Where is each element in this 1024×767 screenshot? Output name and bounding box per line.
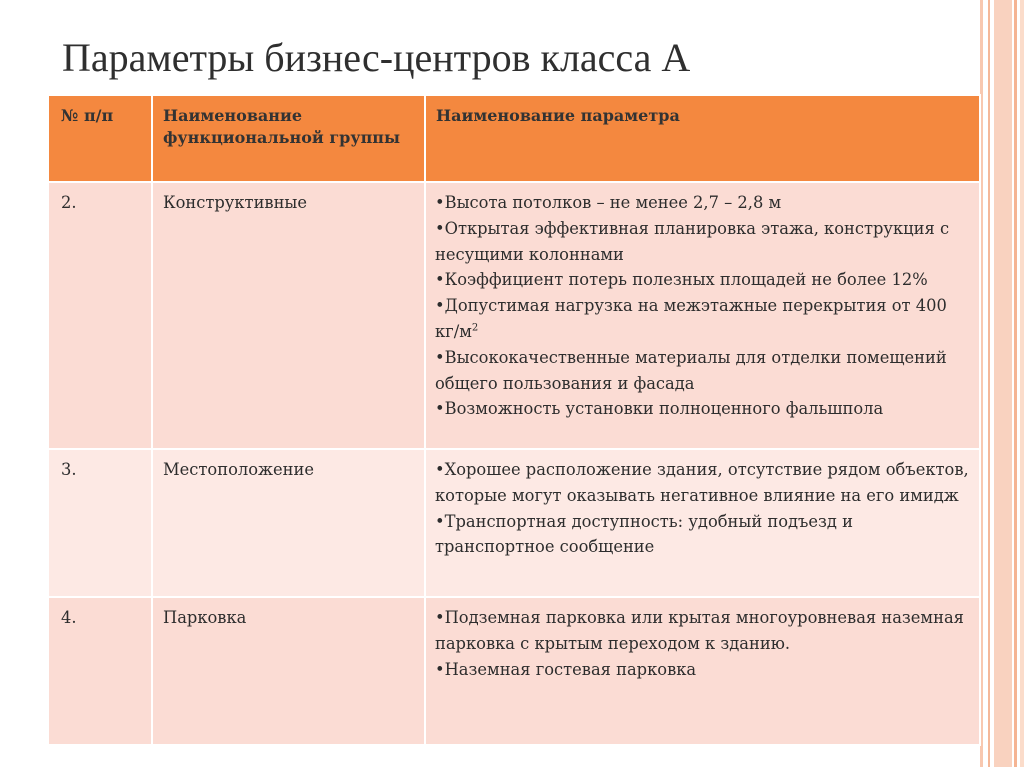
parameter-item: •Высота потолков – не менее 2,7 – 2,8 м	[435, 193, 782, 212]
parameter-item: •Подземная парковка или крытая многоуровневая наземная парковка с крытым переходом к зданию.	[435, 608, 964, 653]
border-stripe	[1014, 0, 1017, 767]
header-parameter: Наименование параметра	[425, 95, 980, 182]
parameter-item-text: •Допустимая нагрузка на межэтажные перекрытия от 400 кг/м	[435, 296, 947, 341]
header-group: Наименование функциональной группы	[152, 95, 425, 182]
parameter-item: •Хорошее расположение здания, отсутствие рядом объектов, которые могут оказывать негативное влияние на его имидж	[435, 460, 969, 505]
parameter-item	[435, 293, 975, 345]
row-number: 3.	[48, 449, 152, 597]
table-row	[48, 182, 980, 449]
border-stripe	[994, 0, 1012, 767]
parameters-table	[47, 94, 981, 746]
row-group: Местоположение	[152, 449, 425, 597]
row-parameters	[425, 449, 980, 597]
decorative-border-stripes	[980, 0, 1024, 767]
parameter-item: •Высококачественные материалы для отделки помещений общего пользования и фасада	[435, 347, 947, 393]
parameter-item: •Возможность установки полноценного фальшпола	[435, 399, 884, 419]
header-number: № п/п	[48, 95, 152, 182]
row-group: Парковка	[152, 597, 425, 745]
row-number: 4.	[48, 597, 152, 745]
row-group: Конструктивные	[152, 182, 425, 449]
slide-title: Параметры бизнес-центров класса А	[62, 35, 691, 80]
parameter-item: •Транспортная доступность: удобный подъезд и транспортное сообщение	[435, 511, 853, 557]
unit-superscript: 2	[471, 322, 479, 334]
table-row	[48, 597, 980, 745]
row-parameters	[425, 597, 980, 745]
table-row	[48, 449, 980, 597]
row-parameters	[425, 182, 980, 449]
border-stripe	[1020, 0, 1024, 767]
parameter-item: •Наземная гостевая парковка	[435, 659, 697, 679]
parameter-item: •Открытая эффективная планировка этажа, конструкция с несущими колоннами	[435, 218, 950, 264]
row-number: 2.	[48, 182, 152, 449]
parameter-item: •Коэффициент потерь полезных площадей не более 12%	[435, 270, 928, 290]
table-header-row	[48, 95, 980, 182]
border-stripe	[988, 0, 990, 767]
